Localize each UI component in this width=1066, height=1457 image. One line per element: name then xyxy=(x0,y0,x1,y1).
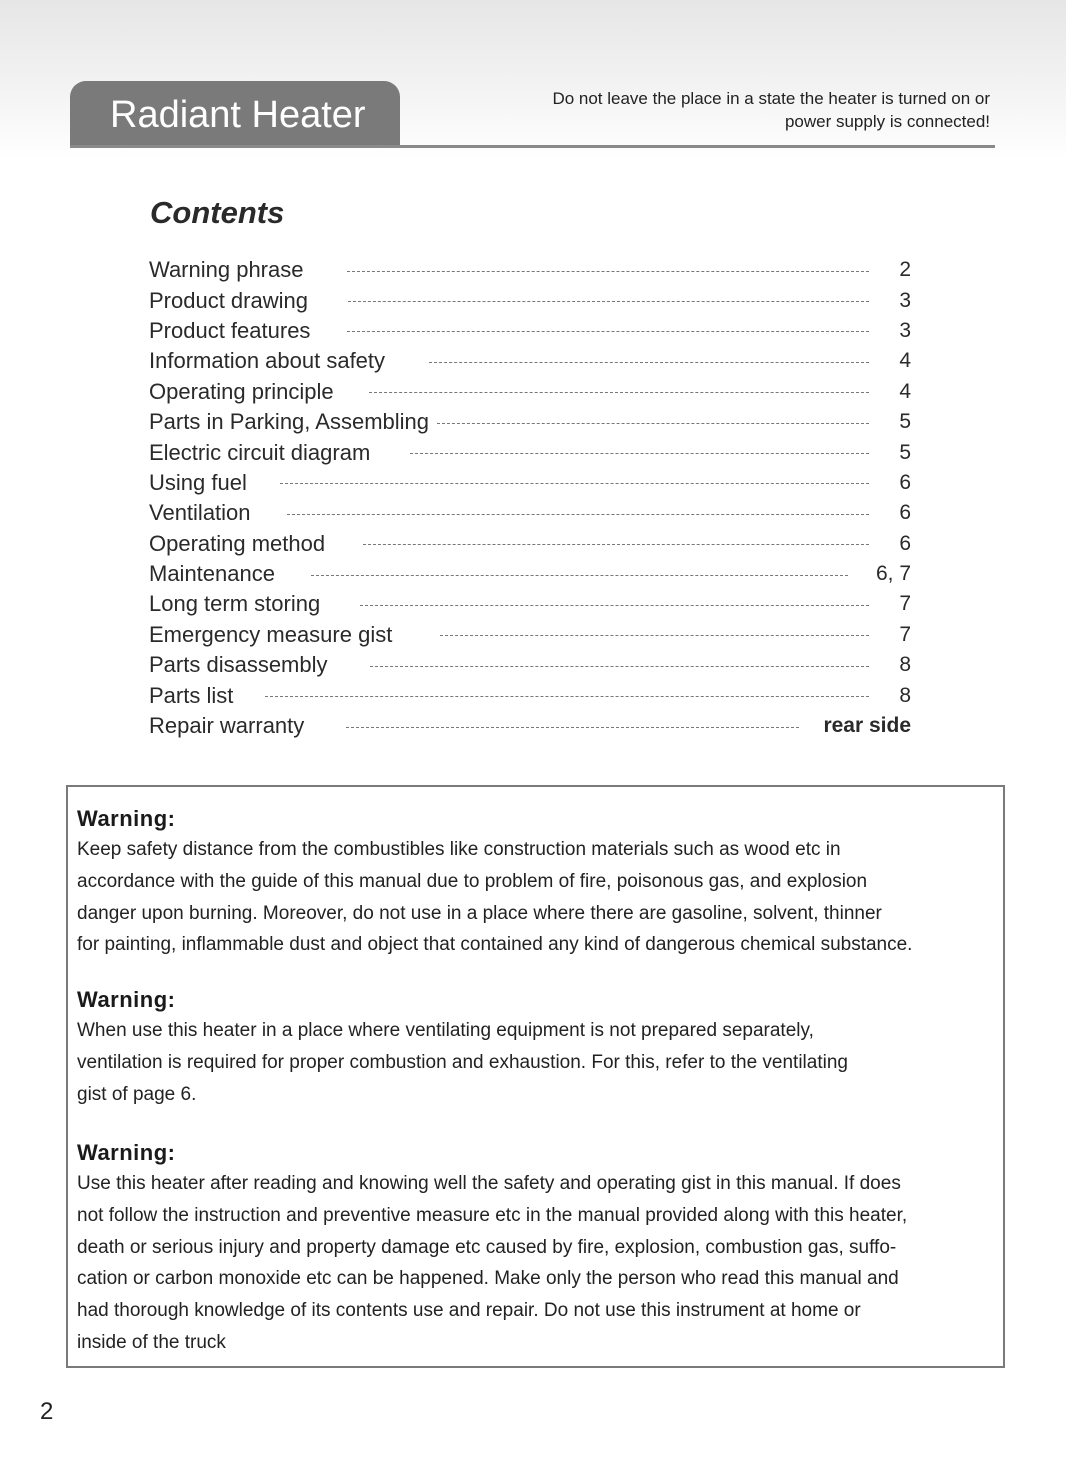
page-number: 2 xyxy=(40,1398,54,1425)
warning-body xyxy=(77,1015,992,1110)
toc-row[interactable] xyxy=(149,285,911,315)
toc-label: Parts in Parking, Assembling xyxy=(149,409,430,435)
toc-leader xyxy=(429,362,869,363)
toc-label: Product drawing xyxy=(149,287,308,313)
toc-row[interactable] xyxy=(149,650,911,680)
toc-leader xyxy=(360,605,869,606)
toc-label: Operating method xyxy=(149,530,326,556)
toc-row[interactable] xyxy=(149,620,911,650)
toc-label: Product features xyxy=(149,317,311,343)
warning-line: gist of page 6. xyxy=(77,1083,197,1105)
toc-row[interactable] xyxy=(149,377,911,407)
toc-leader xyxy=(363,544,869,545)
header-caution-note xyxy=(430,87,990,133)
warning-heading: Warning: xyxy=(77,1140,176,1165)
toc-leader xyxy=(370,666,869,667)
toc-leader xyxy=(346,727,799,728)
warning-line: ventilation is required for proper combustion and exhaustion. For this, refer to the ventilating xyxy=(77,1051,848,1073)
toc-leader xyxy=(348,301,869,302)
toc-row[interactable] xyxy=(149,407,911,437)
toc-row[interactable] xyxy=(149,316,911,346)
toc-leader xyxy=(265,696,869,697)
toc-row[interactable] xyxy=(149,529,911,559)
toc-row[interactable] xyxy=(149,437,911,467)
toc-label: Maintenance xyxy=(149,561,275,587)
header-note-line-1: Do not leave the place in a state the heater is turned on or xyxy=(552,89,990,108)
toc-leader xyxy=(369,392,869,393)
toc-label: Emergency measure gist xyxy=(149,621,393,647)
toc-label: Operating principle xyxy=(149,378,334,404)
toc-page: 6 xyxy=(899,531,911,555)
toc-page: 5 xyxy=(899,440,911,464)
toc-label: Electric circuit diagram xyxy=(149,439,371,465)
warning-line: When use this heater in a place where ventilating equipment is not prepared separately, xyxy=(77,1020,814,1041)
warning-line: accordance with the guide of this manual due to problem of fire, poisonous gas, and explosion xyxy=(77,870,868,892)
toc-page: 6 xyxy=(899,501,911,525)
title-tab xyxy=(70,81,400,147)
toc-label: Ventilation xyxy=(149,500,251,526)
toc-page: 8 xyxy=(899,683,911,707)
toc-page: 7 xyxy=(899,622,911,646)
toc-page: 3 xyxy=(899,318,911,342)
toc-leader xyxy=(287,514,869,515)
warning-line: had thorough knowledge of its contents use and repair. Do not use this instrument at home or xyxy=(77,1300,861,1322)
toc-page: 2 xyxy=(899,258,911,282)
warning-line: not follow the instruction and preventive measure etc in the manual provided along with this heater, xyxy=(77,1204,908,1226)
toc-page: 3 xyxy=(899,288,911,312)
warning-box xyxy=(66,785,1005,1368)
warning-body xyxy=(77,834,992,961)
toc-page: 4 xyxy=(899,379,911,403)
toc-row[interactable] xyxy=(149,589,911,619)
toc-leader xyxy=(311,575,848,576)
toc-row[interactable] xyxy=(149,559,911,589)
toc-leader xyxy=(437,423,869,424)
warning-section xyxy=(77,803,992,961)
toc-row[interactable] xyxy=(149,255,911,285)
warning-heading: Warning: xyxy=(77,987,176,1012)
table-of-contents xyxy=(149,255,911,741)
toc-row[interactable] xyxy=(149,498,911,528)
contents-heading: Contents xyxy=(150,195,285,230)
header-note-line-2: power supply is connected! xyxy=(784,112,990,131)
toc-page: 6, 7 xyxy=(875,562,911,586)
warning-section xyxy=(77,1137,992,1359)
toc-label: Parts disassembly xyxy=(149,652,328,678)
warning-line: Use this heater after reading and knowing well the safety and operating gist in this manual. If does xyxy=(77,1173,901,1194)
toc-label: Long term storing xyxy=(149,591,321,617)
header-divider xyxy=(70,145,995,148)
toc-page: 7 xyxy=(899,592,911,616)
warning-heading: Warning: xyxy=(77,806,176,831)
toc-page: 4 xyxy=(899,349,911,373)
warning-line: Keep safety distance from the combustibles like construction materials such as wood etc in xyxy=(77,839,841,860)
toc-label: Warning phrase xyxy=(149,257,304,283)
toc-leader xyxy=(410,453,869,454)
toc-label: Parts list xyxy=(149,682,234,708)
toc-leader xyxy=(280,483,869,484)
toc-row[interactable] xyxy=(149,711,911,741)
toc-page: 8 xyxy=(899,653,911,677)
toc-leader xyxy=(347,271,869,272)
warning-section xyxy=(77,984,992,1110)
toc-page: rear side xyxy=(823,714,911,738)
toc-row[interactable] xyxy=(149,680,911,710)
warning-body xyxy=(77,1168,992,1359)
toc-label: Information about safety xyxy=(149,348,386,374)
toc-page: 6 xyxy=(899,470,911,494)
toc-label: Using fuel xyxy=(149,469,247,495)
document-title: Radiant Heater xyxy=(110,94,366,136)
toc-leader xyxy=(440,635,869,636)
toc-leader xyxy=(347,331,869,332)
warning-line: cation or carbon monoxide etc can be happened. Make only the person who read this manual and xyxy=(77,1268,899,1290)
warning-line: for painting, inflammable dust and object that contained any kind of dangerous chemical substance. xyxy=(77,934,913,956)
toc-row[interactable] xyxy=(149,468,911,498)
toc-label: Repair warranty xyxy=(149,713,305,739)
warning-line: inside of the truck xyxy=(77,1331,226,1353)
warning-line: death or serious injury and property damage etc caused by fire, explosion, combustion gas, suffo- xyxy=(77,1236,897,1258)
warning-line: danger upon burning. Moreover, do not use in a place where there are gasoline, solvent, thinner xyxy=(77,902,882,924)
toc-page: 5 xyxy=(899,410,911,434)
toc-row[interactable] xyxy=(149,346,911,376)
